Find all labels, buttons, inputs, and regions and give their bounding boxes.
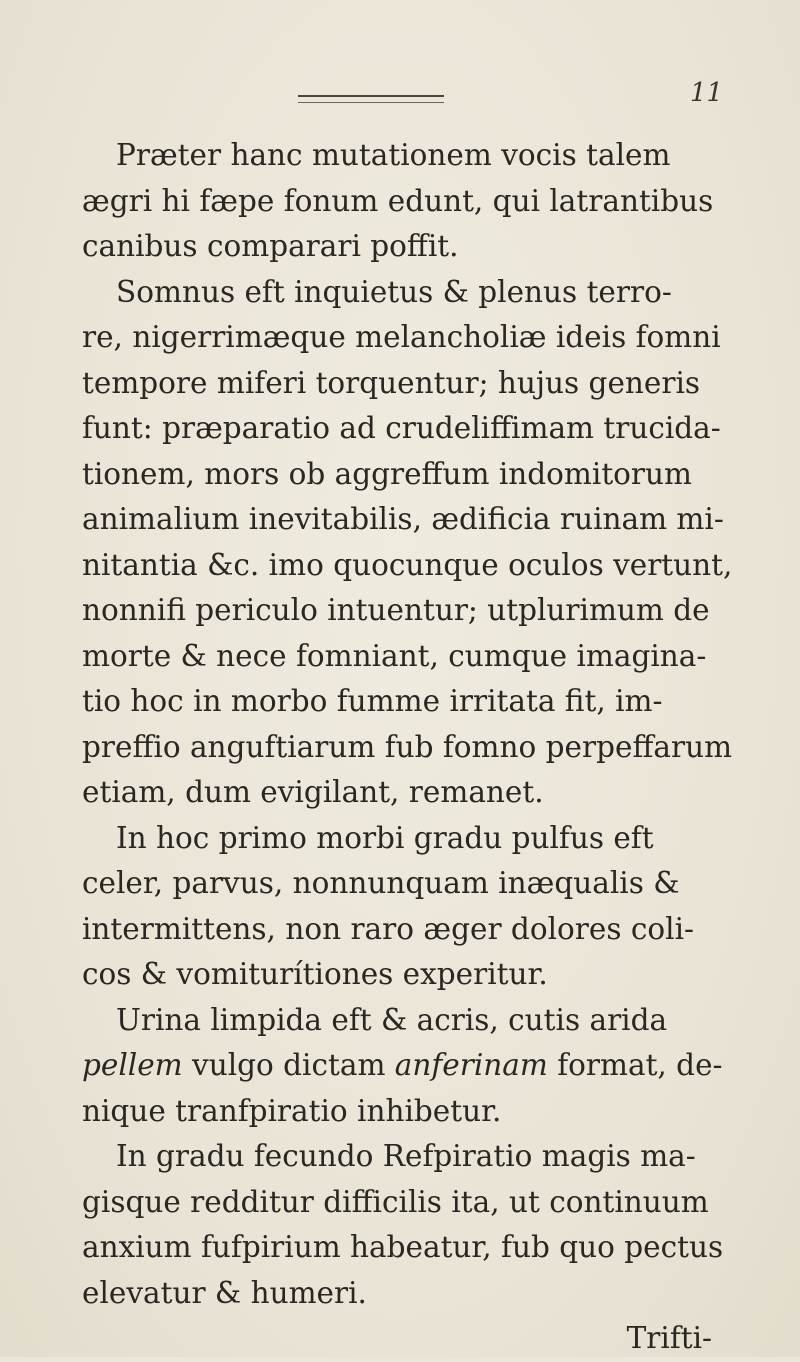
italic-term: anferinam bbox=[394, 1048, 548, 1082]
text-line: anxium fufpirium habeatur, fub quo pectus bbox=[82, 1230, 724, 1264]
text-line bbox=[82, 1043, 722, 1089]
text-line: elevatur & humeri. bbox=[82, 1275, 367, 1310]
text-line: In hoc primo morbi gradu pulfus eft bbox=[116, 820, 654, 855]
text-line: gisque redditur difficilis ita, ut continuum bbox=[82, 1184, 709, 1219]
text-line: Urina limpida eft & acris, cutis arida bbox=[116, 1002, 668, 1037]
text-line: nique tranfpiratio inhibetur. bbox=[82, 1093, 502, 1128]
text-line: preffio anguftiarum fub fomno perpeffarum bbox=[82, 729, 733, 764]
text-line: Præter hanc mutationem vocis talem bbox=[116, 138, 671, 172]
body-text bbox=[82, 133, 733, 1362]
italic-term: pellem bbox=[82, 1048, 183, 1082]
text-line: In gradu fecundo Refpiratio magis ma- bbox=[116, 1139, 696, 1173]
text-line: etiam, dum evigilant, remanet. bbox=[82, 775, 544, 809]
header-rule bbox=[298, 95, 444, 103]
text-line: ægri hi fæpe fonum edunt, qui latrantibus bbox=[82, 183, 714, 218]
text-line: nitantia &c. imo quocunque oculos vertunt, bbox=[82, 547, 733, 582]
text-line: canibus comparari poffit. bbox=[82, 229, 459, 263]
text-line: celer, parvus, nonnunquam inæqualis & bbox=[82, 866, 680, 900]
text-line: re, nigerrimæque melancholiæ ideis fomni bbox=[82, 320, 721, 354]
page-number: 11 bbox=[690, 78, 724, 108]
text-line: tio hoc in morbo fumme irritata fit, im- bbox=[82, 684, 663, 718]
text-segment: vulgo dictam bbox=[182, 1048, 395, 1082]
text-line: intermittens, non raro æger dolores coli- bbox=[82, 911, 694, 946]
text-lines bbox=[82, 133, 733, 1316]
text-line: cos & vomiturítiones experitur. bbox=[82, 957, 548, 991]
catchword: Trifti- bbox=[626, 1321, 712, 1355]
text-line: animalium inevitabilis, ædificia ruinam mi- bbox=[82, 502, 724, 536]
text-line: tempore miferi torquentur; hujus generis bbox=[82, 365, 701, 400]
text-line: funt: præparatio ad crudeliffimam trucida- bbox=[82, 411, 721, 445]
text-segment: format, de- bbox=[547, 1048, 723, 1082]
text-line: morte & nece fomniant, cumque imagina- bbox=[82, 638, 707, 673]
text-line: Somnus eft inquietus & plenus terro- bbox=[116, 274, 672, 309]
text-line: tionem, mors ob aggreffum indomitorum bbox=[82, 456, 693, 491]
catchword-line bbox=[82, 1316, 722, 1362]
text-line: nonnifi periculo intuentur; utplurimum de bbox=[82, 593, 710, 627]
